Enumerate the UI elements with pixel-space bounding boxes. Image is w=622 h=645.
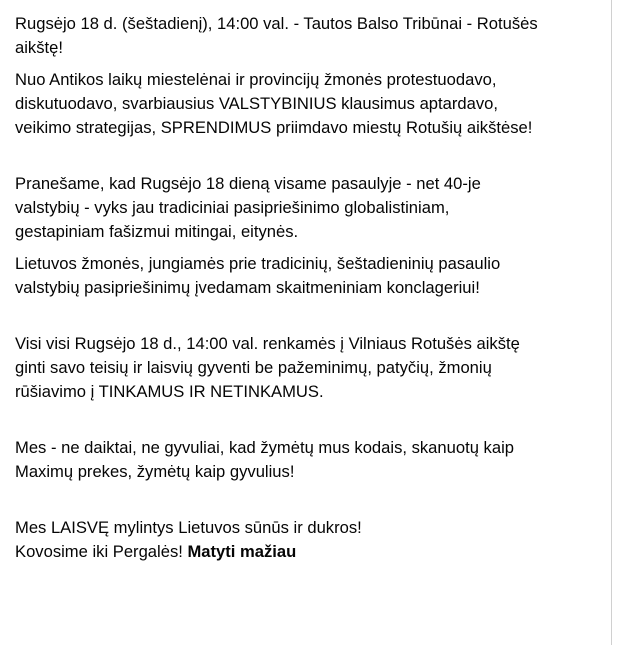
post-paragraph-1: Rugsėjo 18 d. (šeštadienį), 14:00 val. - Tautos Balso Tribūnai - Rotušės aikštę! — [15, 14, 538, 57]
post-paragraph-7-text: Mes LAISVĘ mylintys Lietuvos sūnūs ir dukros! Kovosime iki Pergalės! — [15, 518, 362, 561]
see-less-link[interactable]: Matyti mažiau — [187, 542, 297, 561]
post-paragraph-6: Mes - ne daiktai, ne gyvuliai, kad žymėtų mus kodais, skanuotų kaip Maximų prekes, žymėtų kaip gyvulius! — [15, 438, 514, 481]
post-paragraph-4: Lietuvos žmonės, jungiamės prie tradicinių, šeštadieninių pasaulio valstybių pasipriešinimų įvedamam skaitmeniniam konclageriui! — [15, 254, 501, 297]
post-paragraph-2: Nuo Antikos laikų miestelėnai ir provincijų žmonės protestuodavo, diskutuodavo, svarbiausius VALSTYBINIUS klausimus aptardavo, veikimo strategijas, SPRENDIMUS priimdavo miestų Rotušių aikštėse! — [15, 70, 533, 137]
post-paragraph-7 — [15, 516, 611, 564]
post-paragraph-3: Pranešame, kad Rugsėjo 18 dieną visame pasaulyje - net 40-je valstybių - vyks jau tradiciniai pasipriešinimo globalistiniam, gestapiniam fašizmui mitingai, eitynės. — [15, 174, 481, 241]
post-paragraph-5: Visi visi Rugsėjo 18 d., 14:00 val. renkamės į Vilniaus Rotušės aikštę ginti savo teisių ir laisvių gyventi be pažeminimų, patyčių, žmonių rūšiavimo į TINKAMUS IR NETINKAMUS. — [15, 334, 520, 401]
